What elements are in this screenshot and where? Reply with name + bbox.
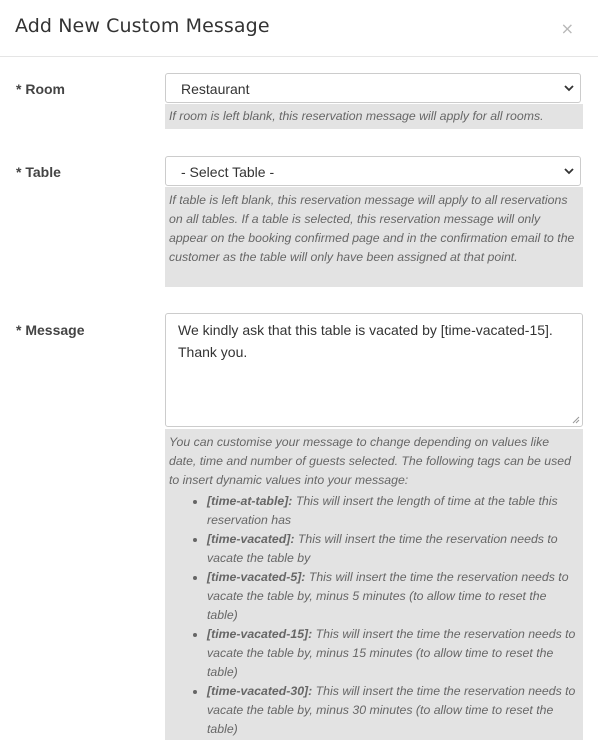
table-label: * Table [16,164,61,180]
tag-name: [time-vacated-5]: [207,570,306,584]
table-help-text: If table is left blank, this reservation message will apply to all reservations on all tables. If a table is selected, this reservation message will only appear on the booking confirmed page and in the confirmation email to the customer as the table will only have been assigned at that point. [165,187,583,287]
room-select-value: Restaurant [181,81,250,97]
chevron-down-icon [564,166,574,176]
tag-name: [time-vacated]: [207,532,295,546]
message-text-line1: We kindly ask that this table is vacated by [time-vacated-15]. [178,322,553,338]
modal-header [0,0,598,57]
room-label: * Room [16,81,65,97]
tag-description: This will insert the time the reservation needs to vacate the table by [207,532,558,565]
tag-description: This will insert the length of time at the table this reservation has [207,494,558,527]
message-help-intro: You can customise your message to change depending on values like date, time and number of guests selected. The following tags can be used to insert dynamic values into your message: [169,435,571,487]
close-icon[interactable]: × [560,19,574,38]
message-help-box [165,429,583,740]
tag-name: [time-vacated-30]: [207,684,313,698]
list-item [207,568,579,625]
modal-title: Add New Custom Message [15,15,270,37]
chevron-down-icon [564,83,574,93]
message-textarea[interactable] [165,313,583,427]
list-item [207,682,579,739]
tag-name: [time-at-table]: [207,494,293,508]
tag-name: [time-vacated-15]: [207,627,313,641]
resize-handle-icon[interactable] [572,416,580,424]
tag-description: This will insert the time the reservation needs to vacate the table by, minus 5 minutes (to allow time to reset the table) [207,570,569,622]
tag-list [169,492,579,739]
room-select[interactable] [165,73,581,103]
list-item [207,492,579,530]
message-text-line2: Thank you. [178,344,248,360]
list-item [207,530,579,568]
room-help-text: If room is left blank, this reservation message will apply for all rooms. [165,104,583,129]
tag-description: This will insert the time the reservation needs to vacate the table by, minus 30 minutes (to allow time to reset the table) [207,684,576,736]
tag-description: This will insert the time the reservation needs to vacate the table by, minus 15 minutes (to allow time to reset the table) [207,627,576,679]
list-item [207,625,579,682]
table-select[interactable] [165,156,581,186]
table-select-value: - Select Table - [181,164,275,180]
message-label: * Message [16,322,85,338]
